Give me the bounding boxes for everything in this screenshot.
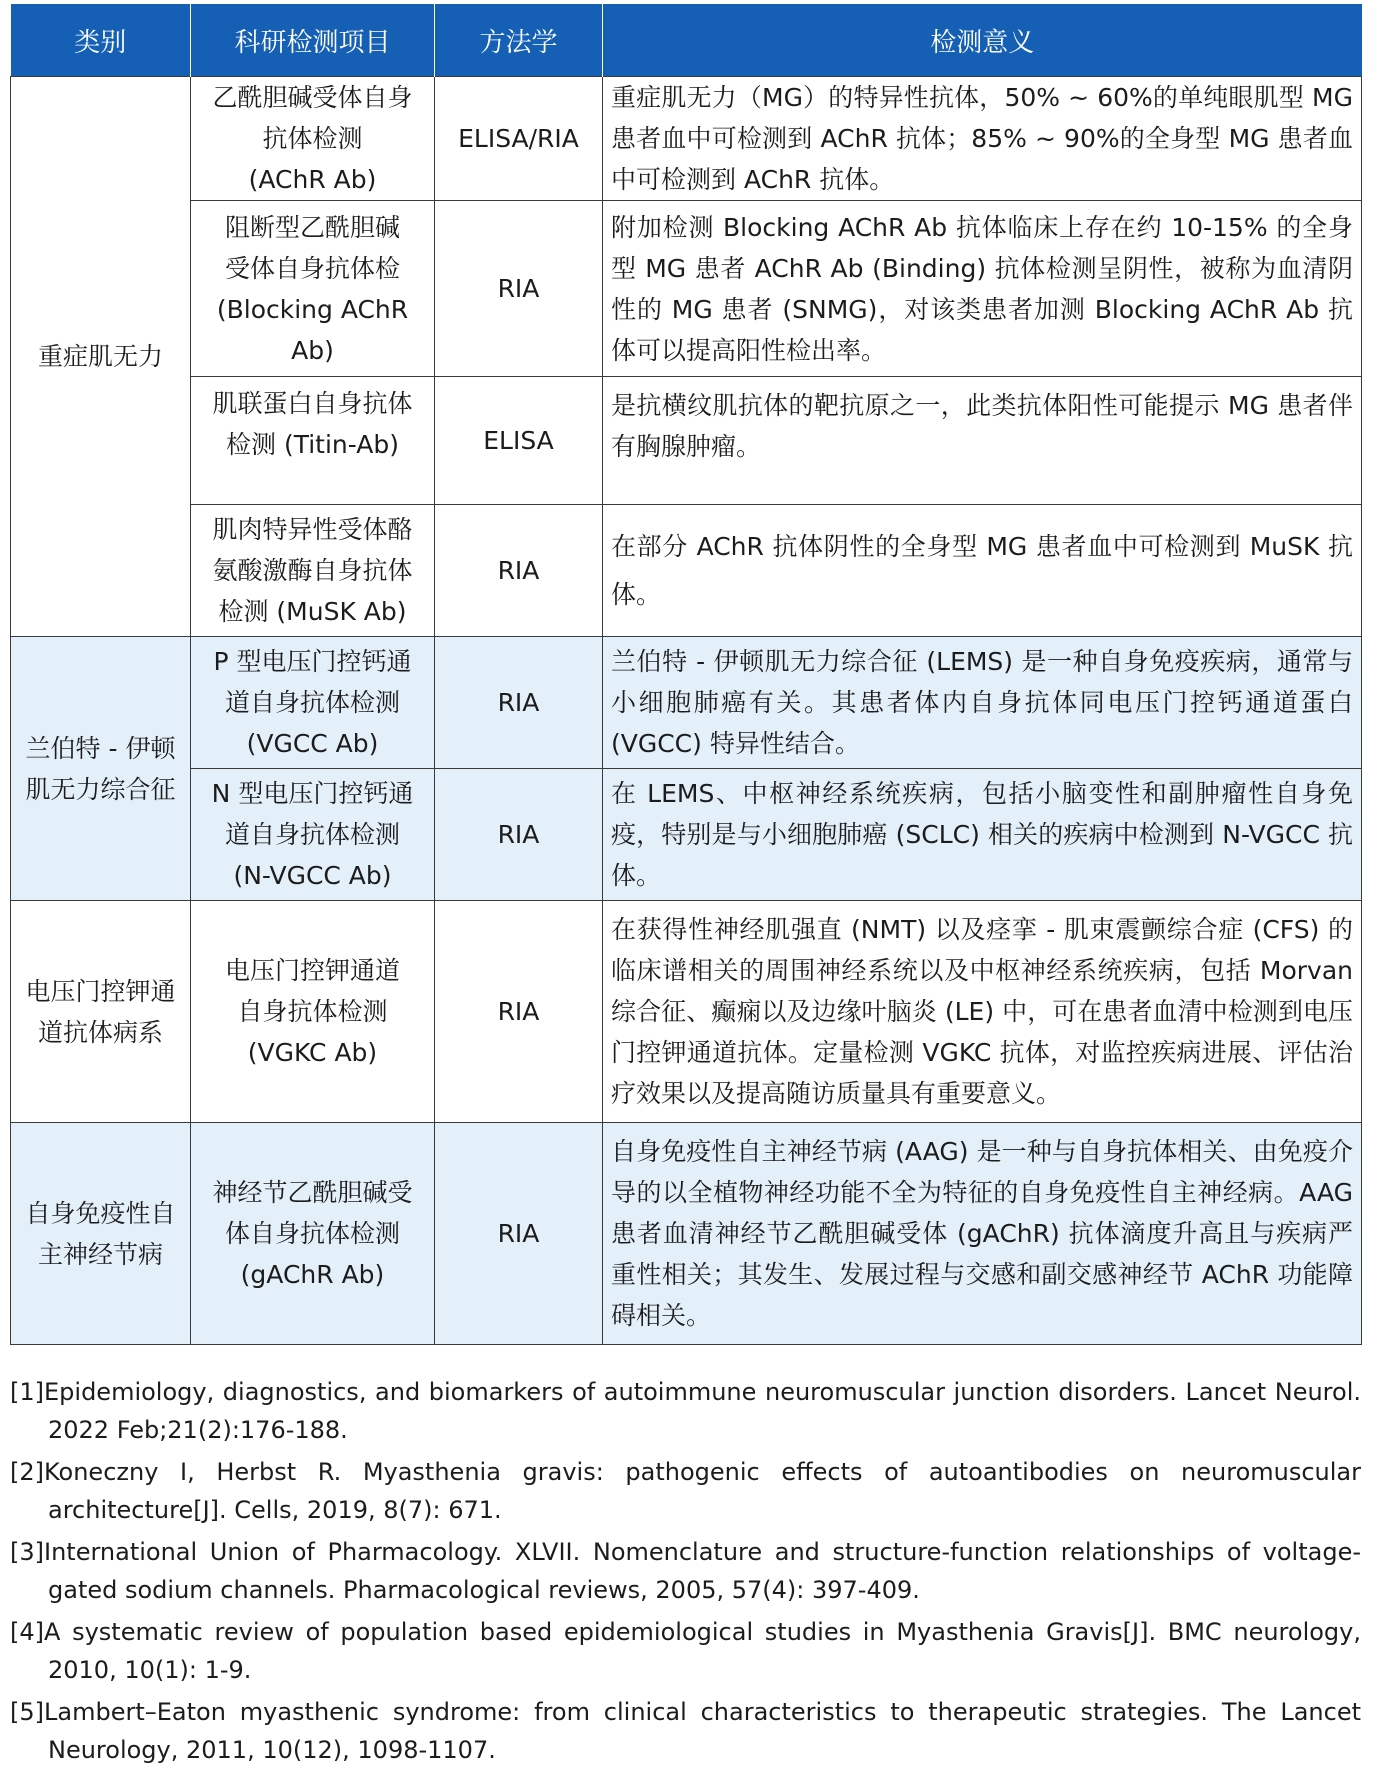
table-row — [11, 77, 1362, 201]
category-cell: 自身免疫性自主神经节病 — [11, 1123, 191, 1345]
method-cell: ELISA — [435, 377, 603, 505]
category-cell: 兰伯特 - 伊顿肌无力综合征 — [11, 637, 191, 901]
category-cell: 电压门控钾通道抗体病系 — [11, 901, 191, 1123]
table-row — [11, 901, 1362, 1123]
category-cell: 重症肌无力 — [11, 77, 191, 637]
test-item-cell: P 型电压门控钙通 道自身抗体检测 (VGCC Ab) — [191, 637, 435, 769]
significance-cell: 在 LEMS、中枢神经系统疾病，包括小脑变性和副肿瘤性自身免疫，特别是与小细胞肺癌 (SCLC) 相关的疾病中检测到 N-VGCC 抗体。 — [603, 769, 1362, 901]
significance-cell: 兰伯特 - 伊顿肌无力综合征 (LEMS) 是一种自身免疫疾病，通常与小细胞肺癌有关。其患者体内自身抗体同电压门控钙通道蛋白 (VGCC) 特异性结合。 — [603, 637, 1362, 769]
table-row — [11, 1123, 1362, 1345]
table-row — [11, 637, 1362, 769]
significance-cell: 在获得性神经肌强直 (NMT) 以及痉挛 - 肌束震颤综合症 (CFS) 的临床谱相关的周围神经系统以及中枢神经系统疾病，包括 Morvan 综合征、癫痫以及边缘叶脑炎 (LE) 中，可在患者血清中检测到电压门控钾通道抗体。定量检测 VGKC 抗体，对监控疾病进展、评估治疗效果以及提高随访质量具有重要意义。 — [603, 901, 1362, 1123]
table-row — [11, 377, 1362, 505]
table-row — [11, 201, 1362, 377]
method-cell: RIA — [435, 201, 603, 377]
significance-cell: 自身免疫性自主神经节病 (AAG) 是一种与自身抗体相关、由免疫介导的以全植物神经功能不全为特征的自身免疫性自主神经病。AAG 患者血清神经节乙酰胆碱受体 (gAChR) 抗体滴度升高且与疾病严重性相关；其发生、发展过程与交感和副交感神经节 AChR 功能障碍相关。 — [603, 1123, 1362, 1345]
header-category: 类别 — [11, 4, 191, 77]
test-item-cell: 神经节乙酰胆碱受 体自身抗体检测 (gAChR Ab) — [191, 1123, 435, 1345]
method-cell: RIA — [435, 901, 603, 1123]
table-row — [11, 505, 1362, 637]
table-row — [11, 769, 1362, 901]
header-significance: 检测意义 — [603, 4, 1362, 77]
method-cell: RIA — [435, 505, 603, 637]
significance-cell: 重症肌无力（MG）的特异性抗体，50% ~ 60%的单纯眼肌型 MG 患者血中可检测到 AChR 抗体；85% ~ 90%的全身型 MG 患者血中可检测到 AChR 抗体。 — [603, 77, 1362, 201]
significance-cell: 在部分 AChR 抗体阴性的全身型 MG 患者血中可检测到 MuSK 抗体。 — [603, 505, 1362, 637]
reference-item: [1]Epidemiology, diagnostics, and biomarkers of autoimmune neuromuscular junction disorders. Lancet Neurol. 2022 Feb;21(2):176-188. — [10, 1378, 1361, 1444]
test-table-container — [10, 4, 1361, 1345]
significance-cell: 附加检测 Blocking AChR Ab 抗体临床上存在约 10-15% 的全身型 MG 患者 AChR Ab (Binding) 抗体检测呈阴性，被称为血清阴性的 MG 患者 (SNMG)，对该类患者加测 Blocking AChR Ab 抗体可以提高阳性检出率。 — [603, 201, 1362, 377]
significance-cell: 是抗横纹肌抗体的靶抗原之一，此类抗体阳性可能提示 MG 患者伴有胸腺肿瘤。 — [603, 377, 1362, 505]
test-table — [10, 4, 1362, 1345]
test-item-cell: 阻断型乙酰胆碱 受体自身抗体检 (Blocking AChR Ab) — [191, 201, 435, 377]
test-item-cell: 电压门控钾通道 自身抗体检测 (VGKC Ab) — [191, 901, 435, 1123]
test-item-cell: N 型电压门控钙通 道自身抗体检测 (N-VGCC Ab) — [191, 769, 435, 901]
method-cell: RIA — [435, 637, 603, 769]
reference-item: [2]Koneczny I, Herbst R. Myasthenia gravis: pathogenic effects of autoantibodies on neuromuscular architecture[J]. Cells, 2019, 8(7): 671. — [10, 1458, 1361, 1524]
table-header-row — [11, 4, 1362, 77]
header-test-item: 科研检测项目 — [191, 4, 435, 77]
method-cell: ELISA/RIA — [435, 77, 603, 201]
test-item-cell: 肌联蛋白自身抗体 检测 (Titin-Ab) — [191, 377, 435, 505]
reference-item: [3]International Union of Pharmacology. XLVII. Nomenclature and structure-function relationships of voltage-gated sodium channels. Pharmacological reviews, 2005, 57(4): 397-409. — [10, 1538, 1361, 1604]
reference-item: [5]Lambert–Eaton myasthenic syndrome: from clinical characteristics to therapeutic strategies. The Lancet Neurology, 2011, 10(12), 1098-1107. — [10, 1698, 1361, 1764]
header-method: 方法学 — [435, 4, 603, 77]
references-list — [10, 1373, 1361, 1773]
method-cell: RIA — [435, 769, 603, 901]
reference-item: [4]A systematic review of population based epidemiological studies in Myasthenia Gravis[J]. BMC neurology, 2010, 10(1): 1-9. — [10, 1618, 1361, 1684]
test-item-cell: 肌肉特异性受体酪 氨酸激酶自身抗体 检测 (MuSK Ab) — [191, 505, 435, 637]
test-item-cell: 乙酰胆碱受体自身 抗体检测 (AChR Ab) — [191, 77, 435, 201]
method-cell: RIA — [435, 1123, 603, 1345]
